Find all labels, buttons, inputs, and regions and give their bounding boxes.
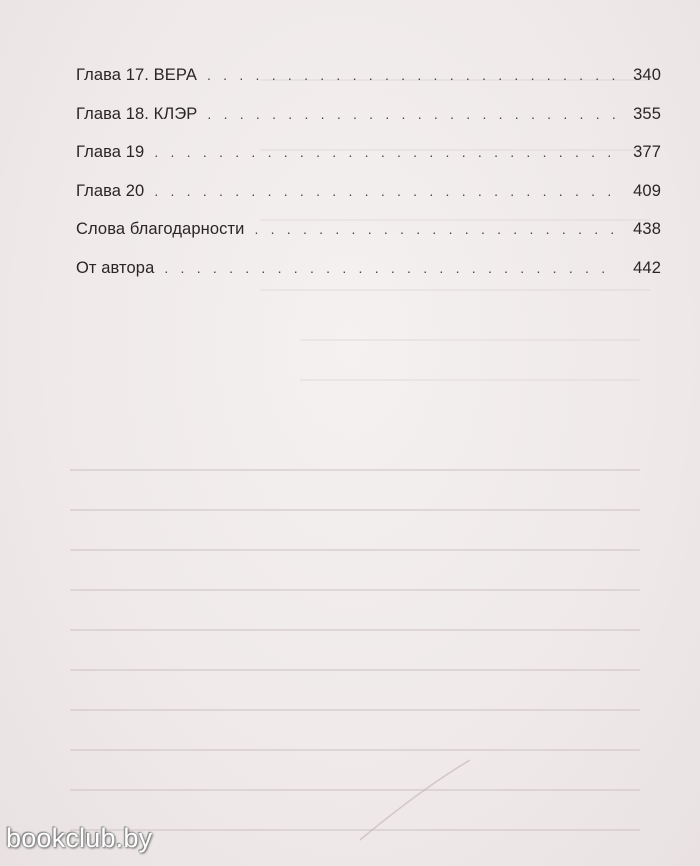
toc-entry — [76, 66, 661, 105]
toc-entry-title: Глава 20 — [76, 181, 145, 200]
toc-entry — [76, 182, 661, 221]
toc-entry-page: 442 — [633, 258, 661, 277]
toc-dot-leader — [207, 67, 617, 83]
toc-entry — [76, 105, 661, 144]
toc-dot-leader — [154, 144, 617, 160]
toc-dot-leader — [207, 106, 617, 122]
toc-entry-title: Слова благодарности — [76, 220, 245, 238]
toc-entry-page: 409 — [633, 181, 661, 200]
toc-entry-page: 377 — [633, 143, 661, 161]
toc-entry — [76, 259, 661, 298]
toc-dot-leader — [254, 221, 617, 237]
toc-entry-title: Глава 18. КЛЭР — [76, 104, 198, 123]
toc-entry-page: 355 — [633, 104, 661, 123]
toc-entry-title: От автора — [76, 258, 155, 277]
toc-entry-title: Глава 19 — [76, 143, 145, 161]
toc-entry — [76, 220, 661, 259]
toc-dot-leader — [164, 260, 617, 276]
toc-entry-page: 438 — [633, 220, 661, 238]
toc-entry-title: Глава 17. ВЕРА — [76, 66, 197, 84]
toc-dot-leader — [154, 183, 617, 199]
toc-entry-page: 340 — [633, 66, 661, 84]
toc-entry — [76, 143, 661, 182]
watermark: bookclub.by — [6, 823, 153, 853]
table-of-contents — [76, 66, 661, 297]
